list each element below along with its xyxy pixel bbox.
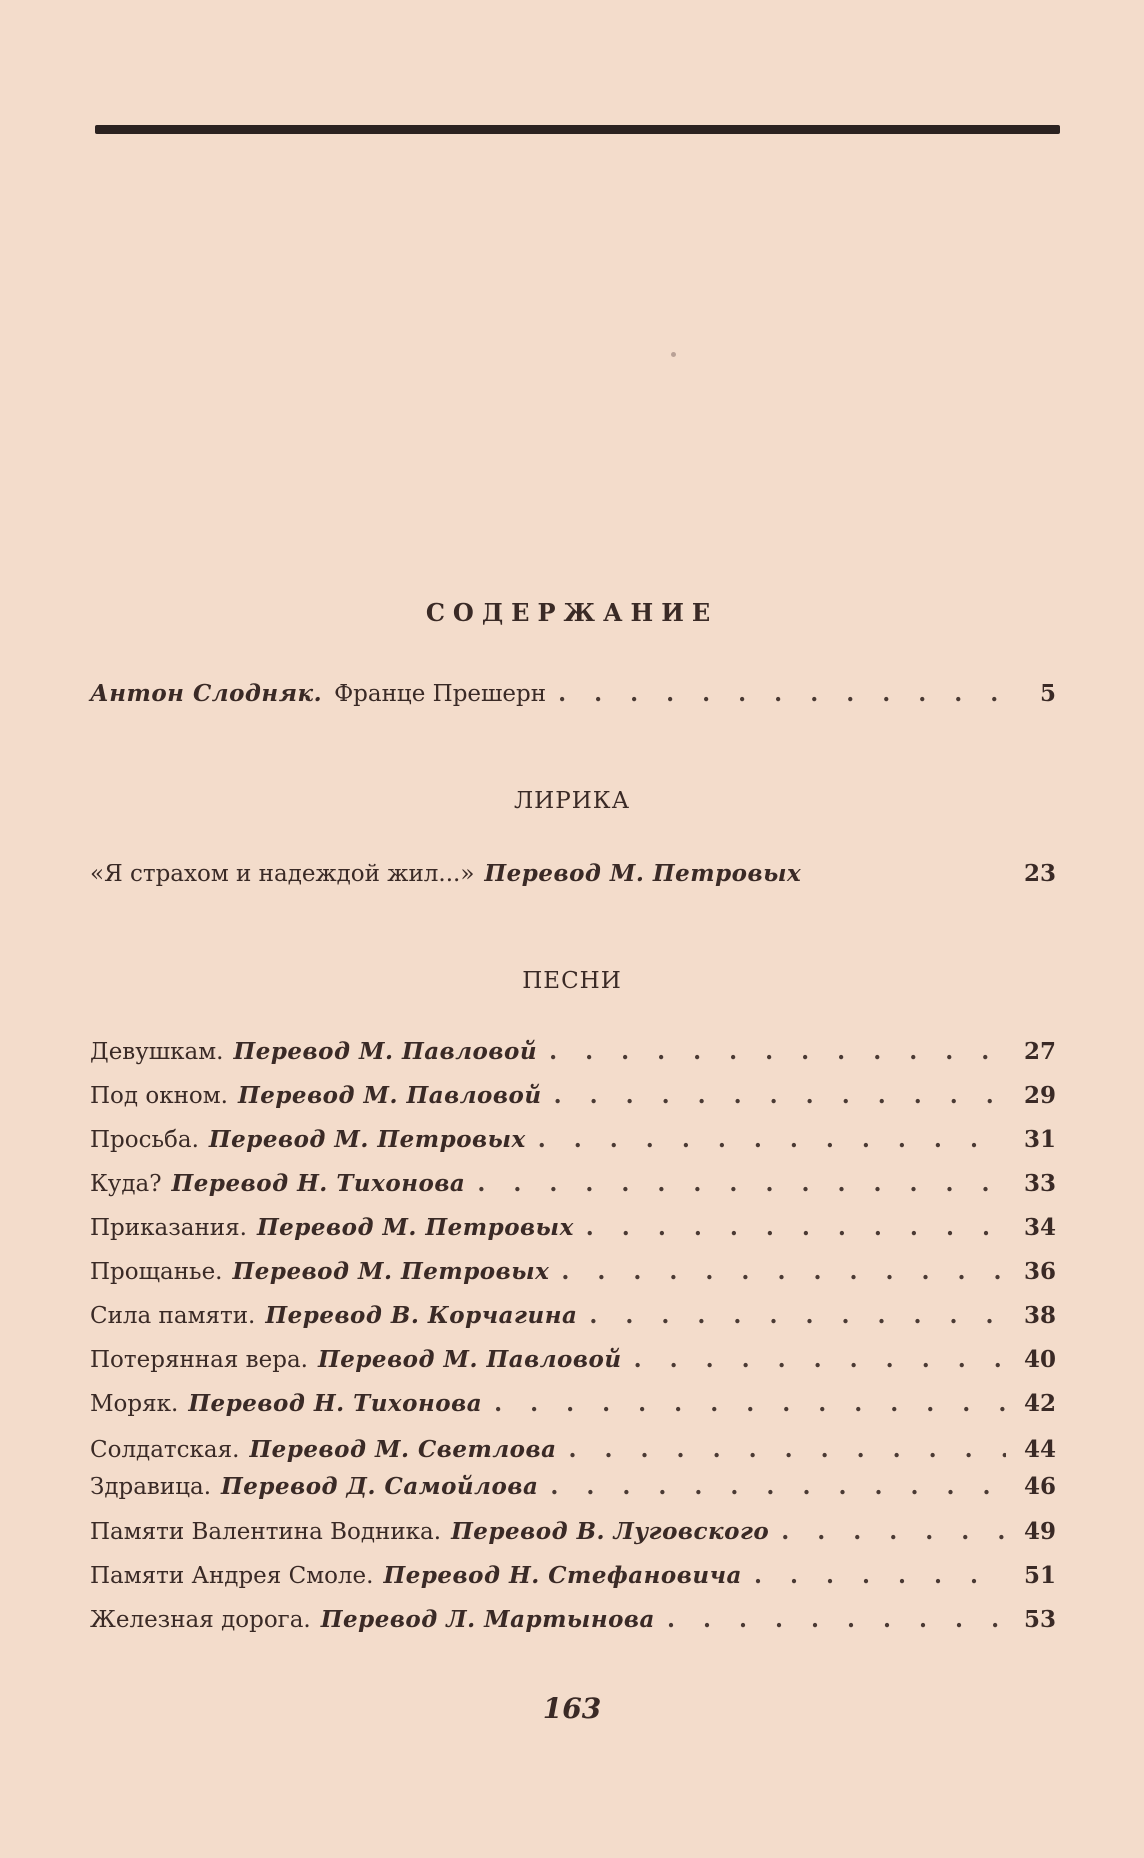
toc-entry [90,1436,1056,1466]
leader-dots [781,1518,1006,1545]
page-number: 42 [1024,1390,1057,1417]
entry-translator: Перевод М. Петровых [208,1126,526,1153]
page-folio: 163 [542,1692,602,1725]
page-number: 44 [1024,1436,1057,1463]
toc-entry-intro [90,680,1056,710]
entry-title: Прощанье. [90,1259,223,1285]
entry-title: Под окном. [90,1083,228,1109]
toc-entry [90,860,1056,890]
intro-author: Антон Слодняк. [90,680,323,707]
intro-title: Франце Прешерн [334,681,547,707]
toc-entry [90,1562,1056,1592]
leader-dots [569,1436,1006,1463]
page-number: 36 [1024,1258,1057,1285]
toc-entry [90,1082,1056,1112]
entry-translator: Перевод М. Петровых [256,1214,574,1241]
entry-title: Куда? [90,1171,162,1197]
entry-translator: Перевод Н. Стефановича [383,1562,742,1589]
page-number: 40 [1024,1346,1057,1373]
entry-translator: Перевод М. Петровых [484,860,802,887]
page-number: 38 [1024,1302,1057,1329]
entry-title: Памяти Валентина Водника. [90,1519,442,1545]
entry-translator: Перевод Н. Тихонова [171,1170,466,1197]
page-number: 49 [1024,1518,1057,1545]
toc-entry [90,1214,1056,1244]
entry-translator: Перевод М. Петровых [232,1258,550,1285]
entry-translator: Перевод М. Павловой [233,1038,538,1065]
toc-entry [90,1346,1056,1376]
page-number: 51 [1024,1562,1057,1589]
entry-translator: Перевод В. Луговского [451,1518,770,1545]
entry-translator: Перевод М. Светлова [249,1436,557,1463]
entry-translator: Перевод Д. Самойлова [221,1473,539,1500]
entry-title: Сила памяти. [90,1303,256,1329]
entry-translator: Перевод М. Павловой [237,1082,542,1109]
entry-title: Просьба. [90,1127,199,1153]
paper-speck [671,352,676,357]
entry-title: Потерянная вера. [90,1347,308,1373]
page-number: 53 [1024,1606,1057,1633]
leader-dots [554,1082,1006,1109]
entry-translator: Перевод М. Павловой [317,1346,622,1373]
entry-title: Памяти Андрея Смоле. [90,1563,374,1589]
entry-title: Моряк. [90,1391,179,1417]
toc-entry [90,1473,1056,1503]
page-number: 23 [1024,860,1057,887]
toc-entry [90,1038,1056,1068]
page-number: 5 [1039,680,1056,707]
page-number: 27 [1024,1038,1057,1065]
section-heading-lyrics: ЛИРИКА [513,788,630,814]
leader-dots [550,1473,1006,1500]
leader-dots [589,1302,1006,1329]
page-number: 31 [1024,1126,1057,1153]
toc-entry [90,1258,1056,1288]
page-number: 34 [1024,1214,1057,1241]
entry-title: Солдатская. [90,1437,240,1463]
toc-entry [90,1302,1056,1332]
toc-entry [90,1170,1056,1200]
toc-entry [90,1390,1056,1420]
page-number: 29 [1024,1082,1057,1109]
entry-title: Здравица. [90,1474,212,1500]
entry-translator: Перевод В. Корчагина [265,1302,578,1329]
leader-dots [754,1562,1006,1589]
leader-dots [477,1170,1006,1197]
section-heading-songs: ПЕСНИ [522,968,622,994]
leader-dots [549,1038,1006,1065]
toc-entry [90,1606,1056,1636]
leader-dots [561,1258,1006,1285]
entry-translator: Перевод Л. Мартынова [320,1606,655,1633]
leader-dots [586,1214,1006,1241]
leader-dots [634,1346,1006,1373]
entry-title: Девушкам. [90,1039,224,1065]
toc-entry [90,1518,1056,1548]
page-number: 33 [1024,1170,1057,1197]
page-number: 46 [1024,1473,1057,1500]
contents-title: СОДЕРЖАНИЕ [425,598,719,627]
entry-translator: Перевод Н. Тихонова [188,1390,483,1417]
entry-title: Железная дорога. [90,1607,311,1633]
leader-dots [667,1606,1006,1633]
entry-title: «Я страхом и надеждой жил...» [90,861,475,887]
leader-dots [494,1390,1006,1417]
entry-title: Приказания. [90,1215,247,1241]
leader-dots [538,1126,1006,1153]
toc-entry [90,1126,1056,1156]
leader-dots [558,680,1006,707]
top-rule [95,125,1060,134]
